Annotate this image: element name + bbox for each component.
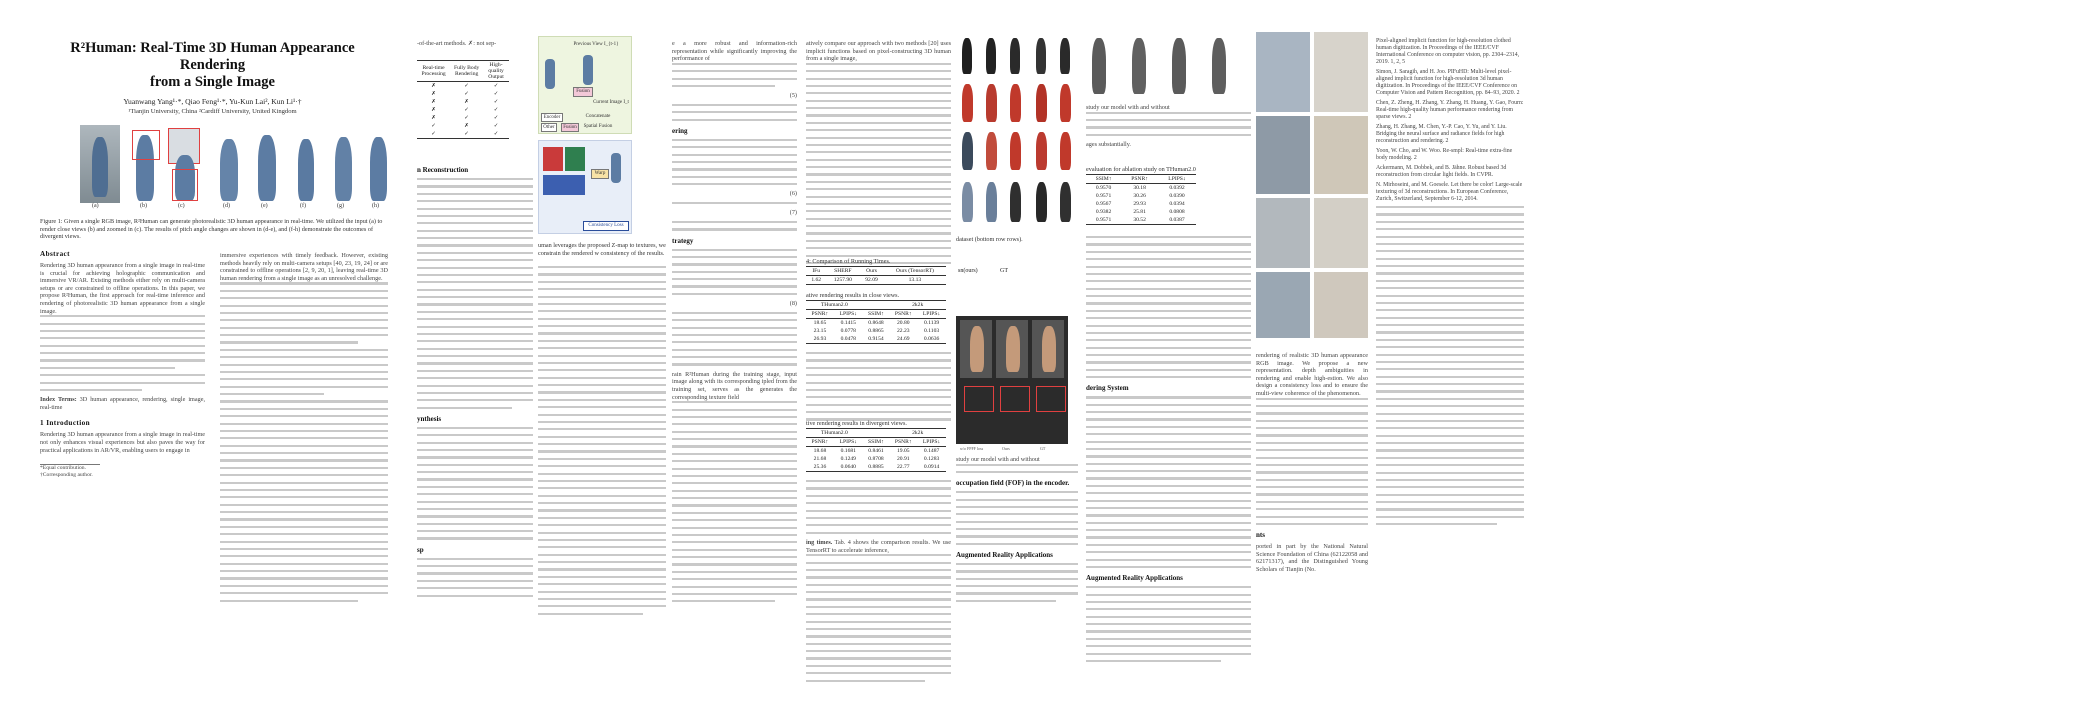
- encoder-legend: Encoder: [541, 113, 563, 122]
- person-figure: [545, 59, 555, 89]
- page4-text-b: rain R²Human during the training stage, input image along with its corresponding ipled from the training set, serves as the generates the corresponding texture field: [672, 370, 797, 401]
- person-figure: [1060, 38, 1070, 74]
- paper-title-line2: from a Single Image: [150, 74, 275, 90]
- reference-item: Simon, J. Saragih, and H. Joo. PIFuHD: Multi-level pixel-aligned implicit function for high-resolution 3d human digitization. In Proceedings of the IEEE/CVF Conference on Computer Vision and Pattern Recognition, pp. 84–93, 2020. 2: [1376, 69, 1520, 96]
- concat-legend: Concatenate: [585, 114, 611, 119]
- table-row: 0.9382 25.81 0.0808: [1095, 209, 1185, 215]
- acknowledgment-text: ported in part by the National Natural Science Foundation of China (62122058 and 62171317), and the Distinguished Young Scholars of Tianjin (No.: [1256, 543, 1368, 573]
- page4-text-a: e a more robust and information-rich representation while significantly improving the performance of: [672, 40, 797, 63]
- intro-heading: 1 Introduction: [40, 419, 90, 428]
- section-heading: nts: [1256, 531, 1265, 540]
- person-figure: [1092, 38, 1106, 94]
- section-heading: ering: [672, 126, 688, 135]
- qualitative-grid: [956, 36, 1078, 256]
- column-label: Ours: [1002, 446, 1010, 451]
- page2-header-text: -of-the-art methods. ✗: not sep-: [417, 40, 497, 47]
- paper-page-6: [956, 0, 1080, 712]
- paper-page-5: [804, 0, 954, 712]
- table-row: 0.9570 30.18 0.0392: [1095, 185, 1185, 191]
- equation-number: (5): [789, 92, 797, 100]
- person-figure: [986, 84, 997, 122]
- reference-item: Yoon, W. Cho, and W. Woo. Re-smpl: Real-time extra-fine body modeling. 2: [1376, 148, 1513, 161]
- method-comparison-table: [417, 60, 509, 139]
- table-row: 26.93 0.0478 0.9154 24.69 0.0636: [813, 336, 940, 342]
- person-figure: [962, 38, 972, 74]
- texture-map: [543, 147, 563, 171]
- section-heading: ing times.: [806, 539, 833, 546]
- reference-item: N. Mirhoseini, and M. Goesele. Let there be color! Large-scale texturing of 3d reconstructions. In European Conference, Zurich, Switzerland, September 6-12, 2014.: [1376, 182, 1523, 202]
- ar-photo-grid: [1256, 32, 1368, 342]
- table-group: 2k2k: [912, 302, 924, 308]
- reference-item: Zhang, H. Zhang, M. Chen, Y.-P. Cao, Y. Yu, and Y. Liu. Bridging the neural surface and radiance fields for high reconstruction and rendering. 2: [1376, 124, 1507, 144]
- table-row: 0.9571 30.26 0.0390: [1095, 193, 1185, 199]
- person-figure: [1036, 132, 1047, 170]
- fig-label: (e): [261, 203, 268, 209]
- table-header: LPIPS↓: [839, 439, 857, 445]
- person-figure: [298, 139, 314, 201]
- figure-1-caption: Figure 1: Given a single RGB image, R²Human can generate photorealistic 3D human appearance in real-time. We utilized the input (a) to render close views (b) and zoomed in (c). The results of pitch angle changes are shown in (d-e), and (f-h) demonstrate the outcomes of divergent views.: [40, 218, 383, 241]
- section-heading: dering System: [1086, 384, 1129, 393]
- paper-page-4: [672, 0, 800, 712]
- running-time-table: [806, 266, 946, 285]
- paper-page-2: [414, 0, 536, 712]
- table-row: 23.15 0.0778 0.8865 22.23 0.1103: [813, 328, 940, 334]
- index-terms-label: Index Terms:: [40, 396, 77, 404]
- person-figure: [962, 132, 973, 170]
- table-row: ✗ ✗ ✓: [431, 99, 499, 105]
- table-caption: tive rendering results in divergent views.: [806, 420, 907, 427]
- fig-label: (f): [300, 203, 306, 209]
- conclusion-text: rendering of realistic 3D human appearance RGB image. We propose a new representation. depth ambiguities in rendering and enable high-estion. We also design a consistency loss and to ensure the multi-view coherence of the phenomenon.: [1256, 352, 1368, 397]
- texture-map: [565, 147, 585, 171]
- fig-label: (b): [140, 203, 147, 209]
- person-figure: [1010, 38, 1020, 74]
- person-figure: [1132, 38, 1146, 94]
- warp-node: Warp: [591, 169, 609, 179]
- zoom-box: [132, 130, 160, 160]
- reference-item: Pixel-aligned implicit function for high-resolution clothed human digitization. In Proceedings of the IEEE/CVF International Conference on computer vision, pp. 2304–2314, 2019. 1, 2, 5: [1376, 38, 1520, 65]
- intro-text: Rendering 3D human appearance from a single image in real-time not only enhances visual experiences but also paves the way for practical applications in AR/VR, enabling users to engage in: [40, 431, 205, 454]
- page7-text-a: study our model with and without: [1086, 104, 1170, 111]
- fig-label: (c): [178, 203, 185, 209]
- paper-page-3: [538, 0, 668, 712]
- table-row: ✗ ✓ ✓: [431, 107, 499, 113]
- diagram-caption: uman leverages the proposed Z-map to textures, we constrain the rendered w consistency of the results.: [538, 242, 666, 257]
- zoom-box: [172, 169, 198, 201]
- person-figure: [986, 38, 996, 74]
- person-figure: [583, 55, 593, 85]
- table-group: THuman2.0: [820, 430, 848, 436]
- person-figure: [1060, 132, 1071, 170]
- column-label: GT: [1040, 446, 1046, 451]
- previous-view-label: Previous View I_{t-1}: [573, 42, 619, 47]
- fig-label: (h): [372, 203, 379, 209]
- person-figure: [611, 153, 621, 183]
- table-row: 25.36 0.0640 0.8885 22.77 0.0914: [813, 464, 940, 470]
- person-figure: [1036, 182, 1047, 222]
- table-header: PSNR↑: [894, 439, 912, 445]
- ar-photo: [1256, 32, 1310, 112]
- table-row: ✓ ✗ ✓: [431, 123, 499, 129]
- table-group: THuman2.0: [820, 302, 848, 308]
- table-header: SHERF: [834, 268, 852, 274]
- table-header: LPIPS↓: [1168, 176, 1186, 182]
- table-header: Ours: [866, 268, 877, 274]
- section-heading: Augmented Reality Applications: [956, 550, 1053, 559]
- table-header: PSNR↑: [1131, 176, 1148, 182]
- person-figure: [220, 139, 238, 201]
- ar-photo: [1256, 272, 1310, 338]
- other-legend: Other: [541, 123, 557, 132]
- figure-caption: dataset (bottom row rows).: [956, 236, 1023, 243]
- table-row: 18.65 0.1415 0.8648 20.80 0.1139: [813, 320, 940, 326]
- spatial-legend: Spatial Fusion: [583, 124, 613, 129]
- table-group: 2k2k: [912, 430, 924, 436]
- table-caption: ative rendering results in close views.: [806, 292, 900, 299]
- table-caption: evaluation for ablation study on THuman2.0: [1086, 166, 1196, 173]
- ar-photo: [1314, 198, 1368, 268]
- table-row: 18.68 0.1681 0.8461 19.05 0.1487: [813, 448, 940, 454]
- running-time-text: Tab. 4 shows the comparison results. We use TensorRT to accelerate inference,: [806, 539, 952, 554]
- ar-photo: [1256, 116, 1310, 194]
- person-figure: [1010, 182, 1021, 222]
- table-header: Ours (TensorRT): [895, 268, 934, 274]
- column-label: sn(ours): [958, 268, 978, 274]
- person-figure: [258, 135, 276, 201]
- column-label: GT: [1000, 268, 1008, 274]
- table-row: ✓ ✓ ✓: [431, 131, 499, 137]
- person-figure: [1010, 132, 1021, 170]
- person-figure: [370, 137, 387, 201]
- section-heading: trategy: [672, 236, 694, 245]
- ar-photo: [1314, 32, 1368, 112]
- table-row: 1.62 1257.90 92.09 13.13: [811, 277, 922, 283]
- table-header: SSIM↑: [868, 439, 884, 445]
- page7-text-b: ages substantially.: [1086, 141, 1131, 149]
- person-figure: [1172, 38, 1186, 94]
- person-figure: [962, 182, 973, 222]
- table-row: 0.9567 29.93 0.0394: [1095, 201, 1185, 207]
- table-header: PSNR↑: [811, 439, 829, 445]
- page5-text-a: atively compare our approach with two methods [20] uses implicit functions based on pixel-constructing 3D human from a single image,: [806, 40, 951, 63]
- paper-title-line1: R²Human: Real-Time 3D Human Appearance Rendering: [70, 40, 355, 73]
- table-header: PSNR↑: [894, 311, 912, 317]
- person-figure: [986, 182, 997, 222]
- table-header: PSNR↑: [811, 311, 829, 317]
- table-header: IFu: [812, 268, 821, 274]
- person-figure: [1036, 38, 1046, 74]
- paper-page-1: [0, 0, 410, 712]
- table-header: SSIM↑: [868, 311, 884, 317]
- paper-page-9: [1530, 0, 2074, 712]
- table-header: Fully Body Rendering: [453, 65, 480, 77]
- fig-label: (d): [223, 203, 230, 209]
- footnote-equal: *Equal contribution.: [40, 465, 86, 472]
- equation-number: (6): [789, 190, 797, 198]
- table-row: ✗ ✓ ✓: [431, 115, 499, 121]
- ar-photo: [1314, 116, 1368, 194]
- page6-text-a: study our model with and without: [956, 456, 1040, 463]
- paper-authors: Yuanwang Yang¹·*, Qiao Feng¹·*, Yu-Kun Lai², Kun Li¹·†: [123, 97, 302, 106]
- table-row: 21.68 0.1249 0.8708 20.91 0.1283: [813, 456, 940, 462]
- footnote-corresponding: †Corresponding author.: [40, 472, 93, 479]
- section-heading: Augmented Reality Applications: [1086, 574, 1183, 583]
- consistency-diagram: [538, 140, 632, 234]
- current-image-label: Current Image I_t: [593, 100, 629, 105]
- person-figure: [335, 137, 352, 201]
- equation-number: (8): [789, 300, 797, 308]
- paper-affiliations: ¹Tianjin University, China ²Cardiff University, United Kingdom: [128, 108, 297, 115]
- input-image: [80, 125, 120, 203]
- table-header: LPIPS↓: [839, 311, 857, 317]
- divergent-view-table: [806, 428, 946, 472]
- person-figure: [1010, 84, 1021, 122]
- person-figure: [1036, 84, 1047, 122]
- consistency-loss-node: Consistency Loss: [583, 221, 629, 231]
- fusion-node: Fusion: [573, 87, 593, 97]
- comparison-figure: [956, 316, 1068, 444]
- pipeline-diagram: [538, 36, 632, 134]
- fusion-legend: Fusion: [561, 123, 579, 132]
- person-figure: [1060, 182, 1071, 222]
- index-terms-text: 3D human appearance, rendering, single image, real-time: [40, 396, 206, 411]
- abstract-text: Rendering 3D human appearance from a single image in real-time is crucial for achieving holographic communication and immersive VR/AR. Existing methods either rely on multi-camera setups or are constrained to offline operations. In this paper, we propose R²Human, the first approach for real-time inference and rendering of photorealistic 3D human appearance from a single image.: [40, 262, 205, 315]
- section-heading: sp: [417, 545, 424, 554]
- table-row: ✗ ✓ ✓: [431, 83, 499, 89]
- table-row: 0.9571 30.52 0.0387: [1095, 217, 1185, 223]
- table-header: High-quality Output: [488, 62, 504, 80]
- person-figure: [92, 137, 108, 197]
- intro-text-continued: immersive experiences with timely feedback. However, existing methods heavily rely on multi-camera setups [40, 23, 19, 24] or are constrained to offline operations [2, 9, 20, 1], leaving real-time 3D human rendering from a single image as an unresolved challenge.: [220, 252, 388, 282]
- person-figure: [1212, 38, 1226, 94]
- texture-map: [543, 175, 585, 195]
- table-header: LPIPS↓: [922, 439, 941, 445]
- column-label: w/o FPFF loss: [960, 446, 984, 451]
- section-heading: occupation field (FOF) in the encoder.: [956, 479, 1070, 488]
- table-header: SSIM↑: [1095, 176, 1112, 182]
- teaser-figure: [80, 125, 390, 205]
- paper-page-7: [1082, 0, 1254, 712]
- table-row: ✗ ✓ ✓: [431, 91, 499, 97]
- person-figure: [986, 132, 997, 170]
- table-caption: 4: Comparison of Running Times.: [806, 258, 891, 265]
- reference-item: Ackermann, M. Dobbek, and B. Jähne. Robust based 3d reconstruction from circular light fields. In CVPR.: [1376, 165, 1507, 178]
- table-header: LPIPS↓: [922, 311, 941, 317]
- abstract-heading: Abstract: [40, 250, 70, 258]
- close-view-table: [806, 300, 946, 344]
- person-figure: [1060, 84, 1071, 122]
- ar-photo: [1314, 272, 1368, 338]
- paper-page-8: [1256, 0, 1526, 712]
- fig-label: (a): [92, 203, 99, 209]
- section-heading: ynthesis: [417, 414, 442, 423]
- reference-list: [1376, 38, 1524, 531]
- ablation-table: [1086, 174, 1196, 225]
- ar-photo: [1256, 198, 1310, 268]
- table-header: Real-time Processing: [421, 65, 446, 77]
- ablation-figure: [1082, 36, 1252, 102]
- fig-label: (g): [337, 203, 344, 209]
- equation-number: (7): [789, 209, 797, 217]
- section-heading: n Reconstruction: [417, 166, 469, 174]
- reference-item: Chen, Z. Zheng, H. Zhang, Y. Zhang, H. Huang, Y. Gao, Fourn: Real-time high-quality human performance rendering from sparse views. 2: [1376, 100, 1524, 120]
- person-figure: [962, 84, 973, 122]
